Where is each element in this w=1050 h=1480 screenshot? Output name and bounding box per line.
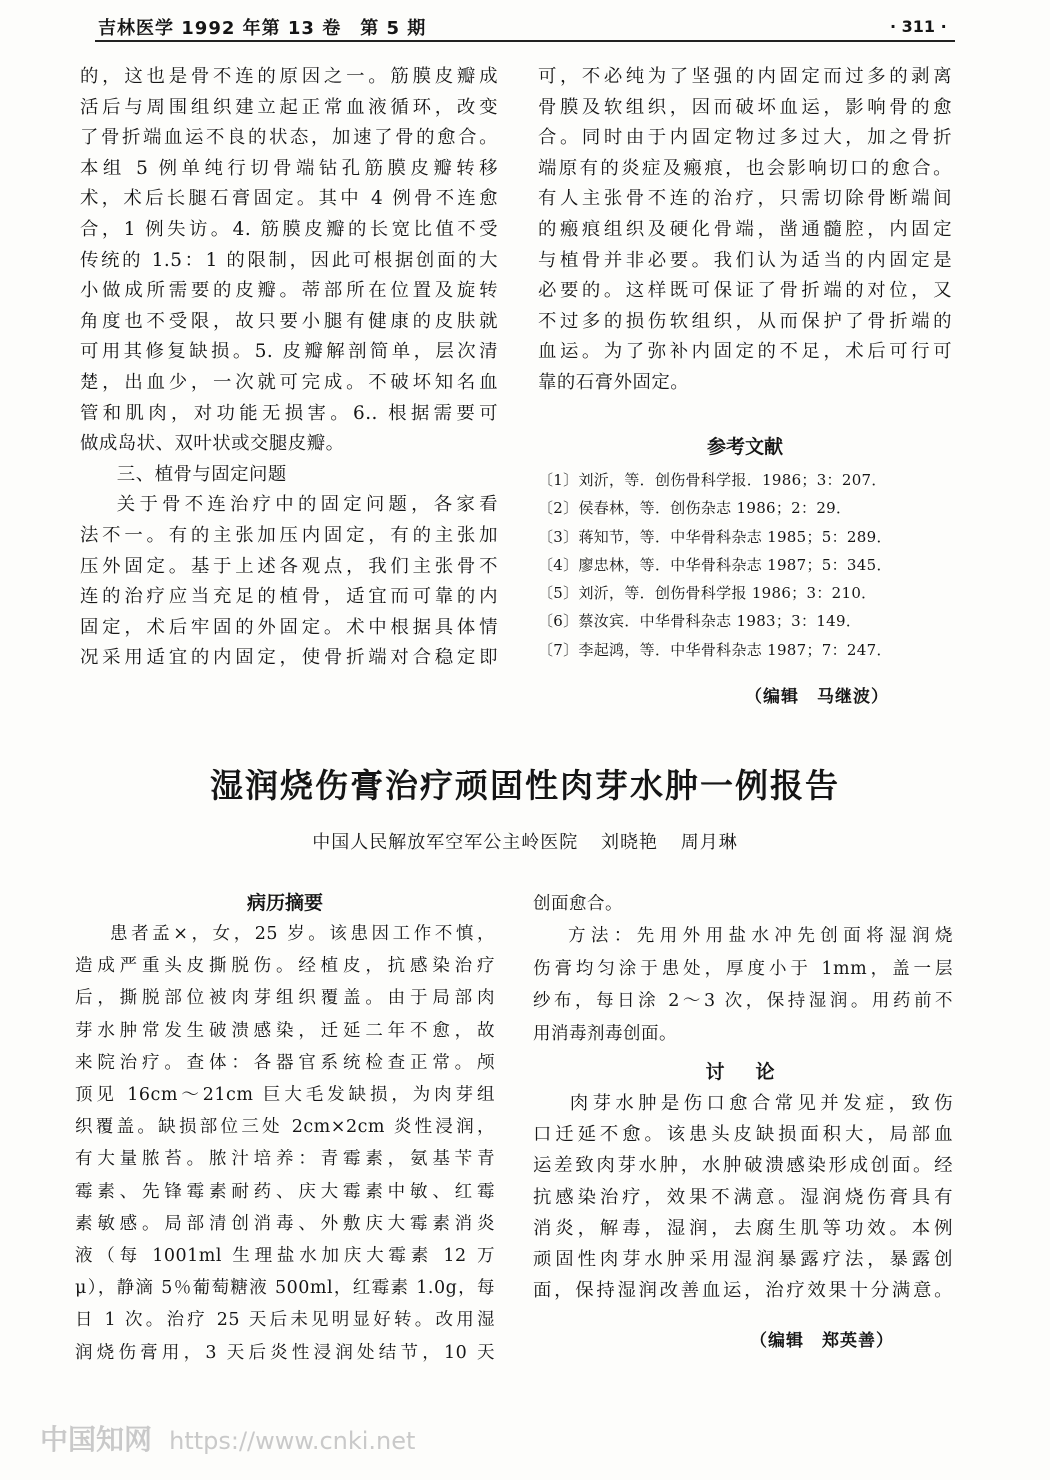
cnki-watermark: [40, 1418, 415, 1458]
header-rule: [95, 40, 955, 42]
text-line: 传统的 1.5：1 的限制，因此可根据创面的大: [80, 249, 498, 271]
text-line: 液（每 1001ml 生理盐水加庆大霉素 12 万: [75, 1246, 495, 1267]
section-subheading: 三、植骨与固定问题: [116, 463, 287, 485]
text-line: 口迁延不愈。该患头皮缺损面积大，局部血: [533, 1124, 953, 1146]
editor-credit: （编辑 马继波）: [745, 687, 889, 707]
text-line: 消炎，解毒，湿润，去腐生肌等功效。本例: [533, 1217, 953, 1239]
text-line: 活后与周围组织建立起正常血液循环，改变: [80, 96, 498, 118]
text-line: 创面愈合。: [533, 894, 623, 914]
reference-item: 〔3〕蒋知节，等．中华骨科杂志 1985；5：289．: [538, 527, 892, 546]
affiliation-org: 中国人民解放军空军公主岭医院: [312, 832, 579, 853]
text-line: 连的治疗应当充足的植骨，适宜而可靠的内: [80, 586, 498, 608]
text-line: 运差致肉芽水肿，水肿破溃感染形成创面。经: [533, 1155, 953, 1177]
text-line: 角度也不受限，故只要小腿有健康的皮肤就: [80, 310, 498, 332]
article-title: 湿润烧伤膏治疗顽固性肉芽水肿一例报告: [210, 766, 840, 805]
text-line: 骨膜及软组织，因而破坏血运，影响骨的愈: [538, 96, 952, 118]
reference-item: 〔1〕刘沂，等．创伤骨科学报．1986；3：207．: [538, 471, 887, 489]
text-line: 顶见 16cm～21cm 巨大毛发缺损，为肉芽组: [75, 1085, 495, 1106]
text-line: 织覆盖。缺损部位三处 2cm×2cm 炎性浸润，: [75, 1117, 495, 1138]
text-line: 润烧伤膏用，3 天后炎性浸润处结节，10 天: [75, 1342, 495, 1363]
text-line: 做成岛状、双叶状或交腿皮瓣。: [80, 433, 345, 455]
text-line: 霉素、先锋霉素耐药、庆大霉素中敏、红霉: [75, 1181, 495, 1202]
text-line: 压外固定。基于上述各观点，我们主张骨不: [80, 555, 498, 577]
reference-item: 〔4〕廖忠林，等．中华骨科杂志 1987；5：345．: [538, 555, 892, 574]
text-line: 肉芽水肿是伤口愈合常见并发症，致伤: [569, 1093, 953, 1114]
text-line: 血运。为了弥补内固定的不足，术后可行可: [538, 341, 952, 363]
case-heading: 病历摘要: [246, 892, 323, 914]
author-name: 刘晓艳: [601, 832, 658, 853]
text-line: 关于骨不连治疗中的固定问题，各家看: [116, 494, 498, 516]
text-line: 用消毒剂毒创面。: [533, 1023, 677, 1044]
editor-credit: （编辑 郑英善）: [750, 1331, 894, 1351]
text-line: 小做成所需要的皮瓣。蒂部所在位置及旋转: [80, 280, 498, 302]
text-line: 来院治疗。查体：各器官系统检查正常。颅: [75, 1052, 495, 1073]
text-line: 本组 5 例单纯行切骨端钻孔筋膜皮瓣转移: [80, 157, 498, 179]
text-line: 有大量脓苔。脓汁培养：青霉素，氨基苄青: [75, 1149, 495, 1170]
watermark-url: https://www.cnki.net: [169, 1427, 416, 1455]
reference-item: 〔7〕李起鸿，等．中华骨科杂志 1987；7：247．: [538, 640, 892, 659]
text-line: 患者孟×，女，25 岁。该患因工作不慎，: [110, 924, 495, 944]
text-line: 与植骨并非必要。我们认为适当的内固定是: [538, 249, 952, 271]
text-line: 管和肌肉，对功能无损害。6.. 根据需要可: [80, 402, 498, 424]
text-line: 术，术后长腿石膏固定。其中 4 例骨不连愈: [80, 188, 498, 210]
upper-left-column: [80, 62, 498, 674]
reference-item: 〔6〕蔡汝宾．中华骨科杂志 1983；3：149．: [538, 612, 862, 631]
text-line: 合。同时由于内固定物过多过大，加之骨折: [538, 127, 952, 149]
text-line: 的，这也是骨不连的原因之一。筋膜皮瓣成: [80, 66, 498, 87]
text-line: 后，撕脱部位被肉芽组织覆盖。由于局部肉: [75, 988, 495, 1009]
text-line: 可用其修复缺损。5. 皮瓣解剖简单，层次清: [80, 341, 498, 363]
text-line: 况采用适宜的内固定，使骨折端对合稳定即: [80, 647, 498, 669]
reference-item: 〔2〕侯春林，等．创伤杂志 1986；2：29．: [538, 499, 852, 518]
text-line: 端原有的炎症及瘢痕，也会影响切口的愈合。: [538, 157, 952, 179]
text-line: 素敏感。局部清创消毒、外敷庆大霉素消炎: [75, 1213, 495, 1234]
discussion-column: [533, 1088, 953, 1306]
text-line: 造成严重头皮撕脱伤。经植皮，抗感染治疗: [75, 956, 495, 977]
text-line: 纱布，每日涂 2～3 次，保持湿润。用药前不: [533, 991, 953, 1012]
journal-header: 吉林医学 1992 年第 13 卷 第 5 期: [98, 18, 427, 39]
text-line: 靠的石膏外固定。: [538, 371, 690, 393]
text-line: 伤膏均匀涂于患处，厚度小于 1mm，盖一层: [533, 958, 953, 979]
text-line: 的瘢痕组织及硬化骨端，凿通髓腔，内固定: [538, 218, 952, 240]
text-line: 法不一。有的主张加压内固定，有的主张加: [80, 524, 498, 546]
author-name: 周月琳: [680, 832, 738, 853]
text-line: 楚，出血少，一次就可完成。不破坏知名血: [80, 371, 498, 393]
text-line: 不过多的损伤软组织，从而保护了骨折端的: [538, 310, 952, 332]
affiliation-line: [0, 828, 1050, 854]
method-column: [533, 888, 953, 1050]
case-column: [75, 918, 495, 1369]
watermark-logo: 中国知网: [40, 1423, 153, 1456]
text-line: μ），静滴 5％葡萄糖液 500ml，红霉素 1.0g，每: [75, 1278, 495, 1299]
text-line: 合，1 例失访。4. 筋膜皮瓣的长宽比值不受: [80, 218, 498, 240]
reference-item: 〔5〕刘沂，等．创伤骨科学报 1986；3：210．: [538, 584, 877, 603]
text-line: 可，不必纯为了坚强的内固定而过多的剥离: [538, 66, 952, 87]
text-line: 方法：先用外用盐水冲先创面将湿润烧: [568, 926, 953, 947]
text-line: 有人主张骨不连的治疗，只需切除骨断端间: [538, 188, 952, 210]
text-line: 了骨折端血运不良的状态，加速了骨的愈合。: [80, 127, 498, 149]
discussion-heading: 讨 论: [705, 1061, 781, 1083]
references-heading: 参考文献: [706, 436, 783, 458]
text-line: 顽固性肉芽水肿采用湿润暴露疗法，暴露创: [533, 1249, 953, 1271]
text-line: 固定，术后牢固的外固定。术中根据具体情: [80, 616, 498, 638]
text-line: 抗感染治疗，效果不满意。湿润烧伤膏具有: [533, 1186, 953, 1208]
text-line: 面，保持湿润改善血运，治疗效果十分满意。: [533, 1280, 953, 1302]
upper-right-column: [538, 62, 952, 399]
page-number: · 311 ·: [890, 17, 947, 36]
text-line: 芽水肿常发生破溃感染，迁延二年不愈，故: [75, 1020, 495, 1041]
text-line: 日 1 次。治疗 25 天后未见明显好转。改用湿: [75, 1310, 495, 1331]
text-line: 必要的。这样既可保证了骨折端的对位，又: [538, 280, 952, 302]
references-list: [538, 466, 892, 664]
